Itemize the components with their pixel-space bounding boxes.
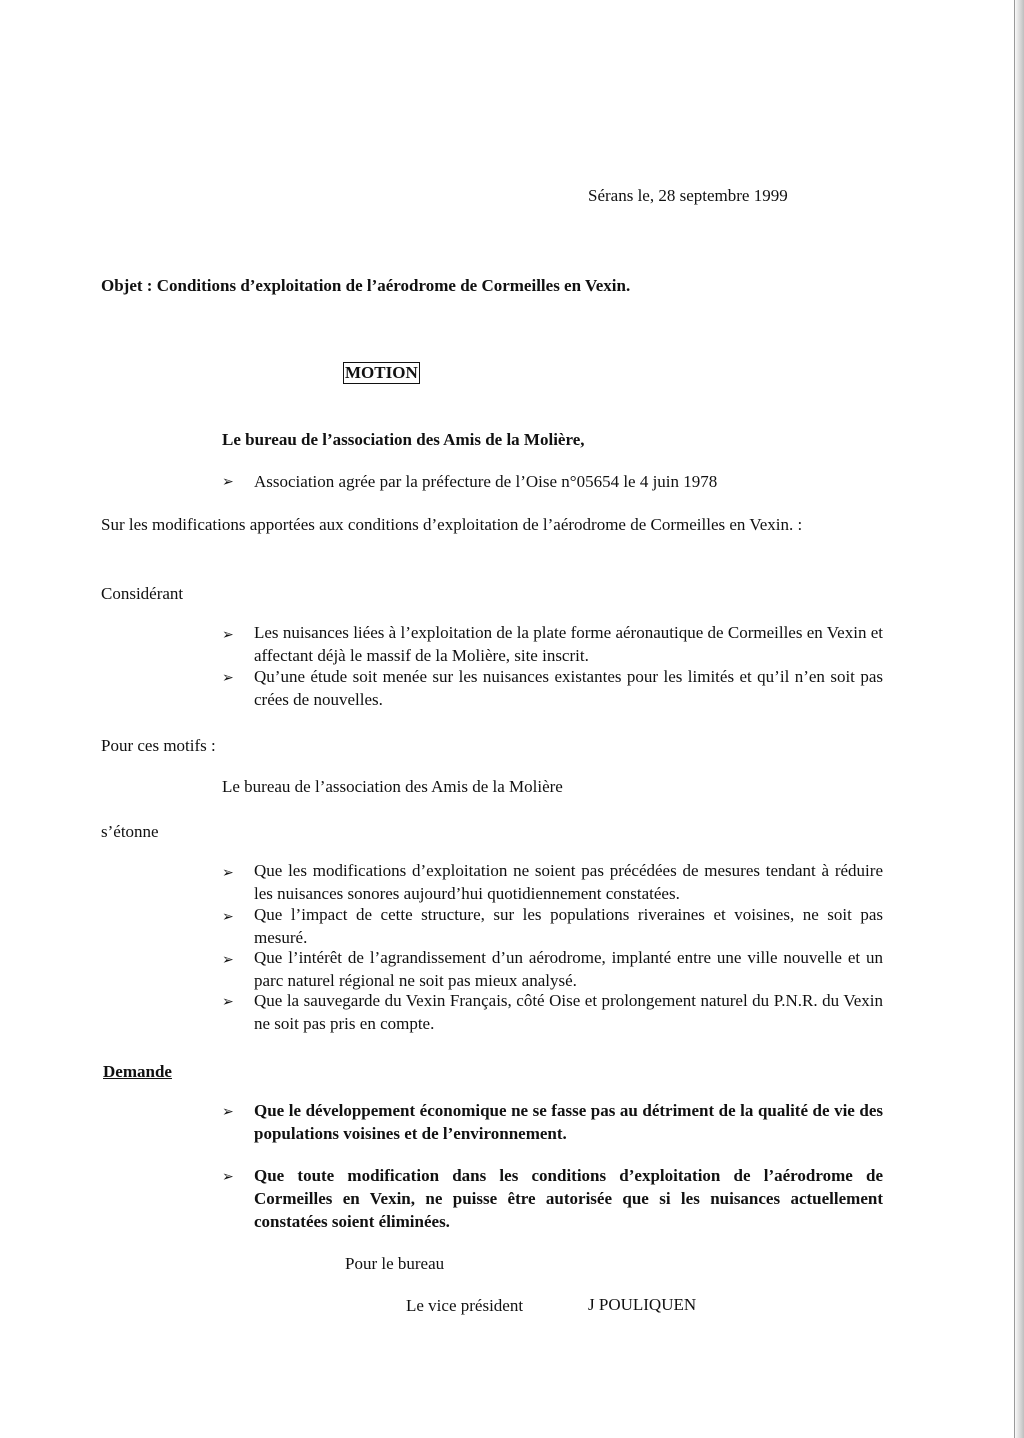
bullet-icon: ➢ — [222, 995, 234, 1010]
bullet-icon: ➢ — [222, 1105, 234, 1120]
motifs-heading: Pour ces motifs : — [101, 736, 216, 755]
intro-bureau-line: Le bureau de l’association des Amis de la Molière, — [222, 430, 585, 449]
etonne-item: Que les modifications d’exploitation ne soient pas précédées de mesures tendant à réduire les nuisances sonores aujourd’hui quotidiennement constatées. — [254, 861, 883, 903]
signatory-title: Le vice président — [406, 1296, 524, 1315]
place-date: Sérans le, 28 septembre 1999 — [588, 186, 788, 205]
considerant-item: Les nuisances liées à l’exploitation de la plate forme aéronautique de Cormeilles en Vexin et affectant déjà le massif de la Molière, site inscrit. — [254, 623, 883, 665]
signatory-name: J POULIQUEN — [588, 1295, 697, 1314]
page-edge-line — [1014, 0, 1015, 1438]
page-edge-shadow — [1014, 0, 1024, 1438]
demande-item: Que toute modification dans les conditions d’exploitation de l’aérodrome de Cormeilles en Vexin, ne puisse être autorisée que si les nuisances actuellement constatées soient éliminées. — [254, 1166, 883, 1231]
demande-heading: Demande — [103, 1062, 172, 1081]
motifs-bureau-line: Le bureau de l’association des Amis de la Molière — [222, 777, 563, 796]
etonne-heading: s’étonne — [101, 822, 159, 841]
pour-le-bureau: Pour le bureau — [345, 1254, 445, 1273]
bullet-icon: ➢ — [222, 628, 234, 643]
sur-paragraph: Sur les modifications apportées aux conditions d’exploitation de l’aérodrome de Cormeilles en Vexin. : — [101, 515, 803, 534]
bullet-icon: ➢ — [222, 910, 234, 925]
etonne-item: Que l’impact de cette structure, sur les populations riveraines et voisines, ne soit pas mesuré. — [254, 905, 883, 947]
motion-title: MOTION — [345, 363, 418, 382]
bullet-icon: ➢ — [222, 953, 234, 968]
bullet-icon: ➢ — [222, 475, 234, 490]
bullet-icon: ➢ — [222, 866, 234, 881]
considerant-heading: Considérant — [101, 584, 184, 603]
etonne-item: Que l’intérêt de l’agrandissement d’un aérodrome, implanté entre une ville nouvelle et un parc naturel régional ne soit pas mieux analysé. — [254, 948, 883, 990]
bullet-icon: ➢ — [222, 1170, 234, 1185]
demande-item: Que le développement économique ne se fasse pas au détriment de la qualité de vie des populations voisines et de l’environnement. — [254, 1101, 883, 1143]
considerant-item: Qu’une étude soit menée sur les nuisances existantes pour les limités et qu’il n’en soit pas crées de nouvelles. — [254, 667, 883, 709]
association-bullet-text: Association agrée par la préfecture de l’Oise n°05654 le 4 juin 1978 — [254, 472, 718, 491]
etonne-item: Que la sauvegarde du Vexin Français, côté Oise et prolongement naturel du P.N.R. du Vexin ne soit pas pris en compte. — [254, 991, 883, 1033]
bullet-icon: ➢ — [222, 671, 234, 686]
object-line: Objet : Conditions d’exploitation de l’aérodrome de Cormeilles en Vexin. — [101, 276, 631, 295]
